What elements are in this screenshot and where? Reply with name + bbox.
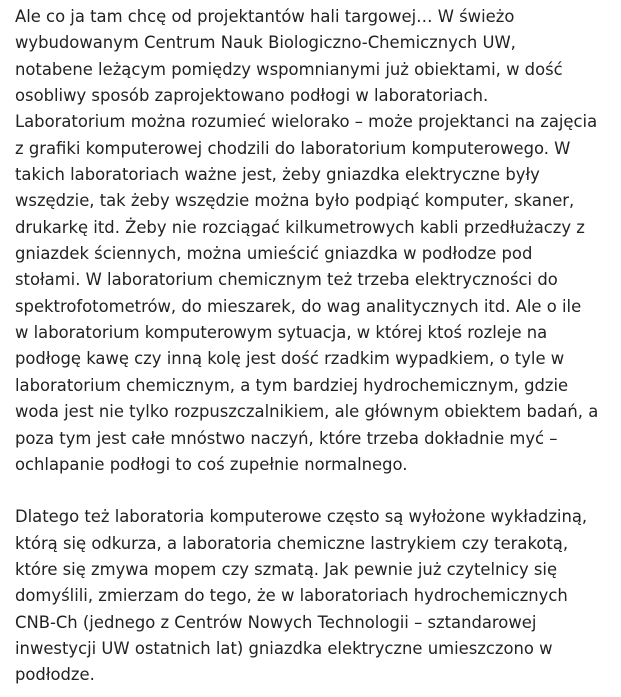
text-line: notabene leżącym pomiędzy wspomnianymi już obiektami, w dość [15, 59, 563, 79]
text-line: takich laboratoriach ważne jest, żeby gniazdka elektryczne były [15, 165, 540, 185]
paragraph-2 [15, 504, 618, 688]
text-line: poza tym jest całe mnóstwo naczyń, które trzeba dokładnie myć – [15, 428, 558, 448]
text-line: stołami. W laboratorium chemicznym też trzeba elektryczności do [15, 270, 558, 290]
text-line: drukarkę itd. Żeby nie rozciągać kilkumetrowych kabli przedłużaczy z [15, 217, 585, 237]
text-line: laboratorium chemicznym, a tym bardziej hydrochemicznym, gdzie [15, 375, 569, 395]
paragraph-gap [15, 478, 618, 504]
article-body [15, 4, 618, 689]
text-line: osobliwy sposób zaprojektowano podłogi w laboratoriach. [15, 86, 489, 106]
paragraph-1 [15, 4, 618, 478]
text-line: podłodze. [15, 665, 95, 685]
text-line: wszędzie, tak żeby wszędzie można było podpiąć komputer, skaner, [15, 191, 575, 211]
text-line: ochlapanie podłogi to coś zupełnie normalnego. [15, 454, 408, 474]
text-line: którą się odkurza, a laboratoria chemiczne lastrykiem czy terakotą, [15, 533, 569, 553]
text-line: wybudowanym Centrum Nauk Biologiczno-Chemicznych UW, [15, 33, 516, 53]
text-line: które się zmywa mopem czy szmatą. Jak pewnie już czytelnicy się [15, 559, 558, 579]
text-line: domyślili, zmierzam do tego, że w laboratoriach hydrochemicznych [15, 586, 568, 606]
text-line: podłogę kawę czy inną kolę jest dość rzadkim wypadkiem, o tyle w [15, 349, 565, 369]
text-line: Dlatego też laboratoria komputerowe często są wyłożone wykładziną, [15, 507, 588, 527]
text-line: gniazdek ściennych, można umieścić gniazdka w podłodze pod [15, 244, 533, 264]
text-line: z grafiki komputerowej chodzili do laboratorium komputerowego. W [15, 138, 571, 158]
text-line: w laboratorium komputerowym sytuacja, w której ktoś rozleje na [15, 323, 548, 343]
text-line: spektrofotometrów, do mieszarek, do wag analitycznych itd. Ale o ile [15, 296, 582, 316]
text-line: woda jest nie tylko rozpuszczalnikiem, ale głównym obiektem badań, a [15, 402, 599, 422]
text-line: Ale co ja tam chcę od projektantów hali targowej… W świeżo [15, 7, 515, 26]
text-line: CNB-Ch (jednego z Centrów Nowych Technologii – sztandarowej [15, 612, 537, 632]
text-line: Laboratorium można rozumieć wielorako – może projektanci na zajęcia [15, 112, 598, 132]
text-line: inwestycji UW ostatnich lat) gniazdka elektryczne umieszczono w [15, 638, 553, 658]
